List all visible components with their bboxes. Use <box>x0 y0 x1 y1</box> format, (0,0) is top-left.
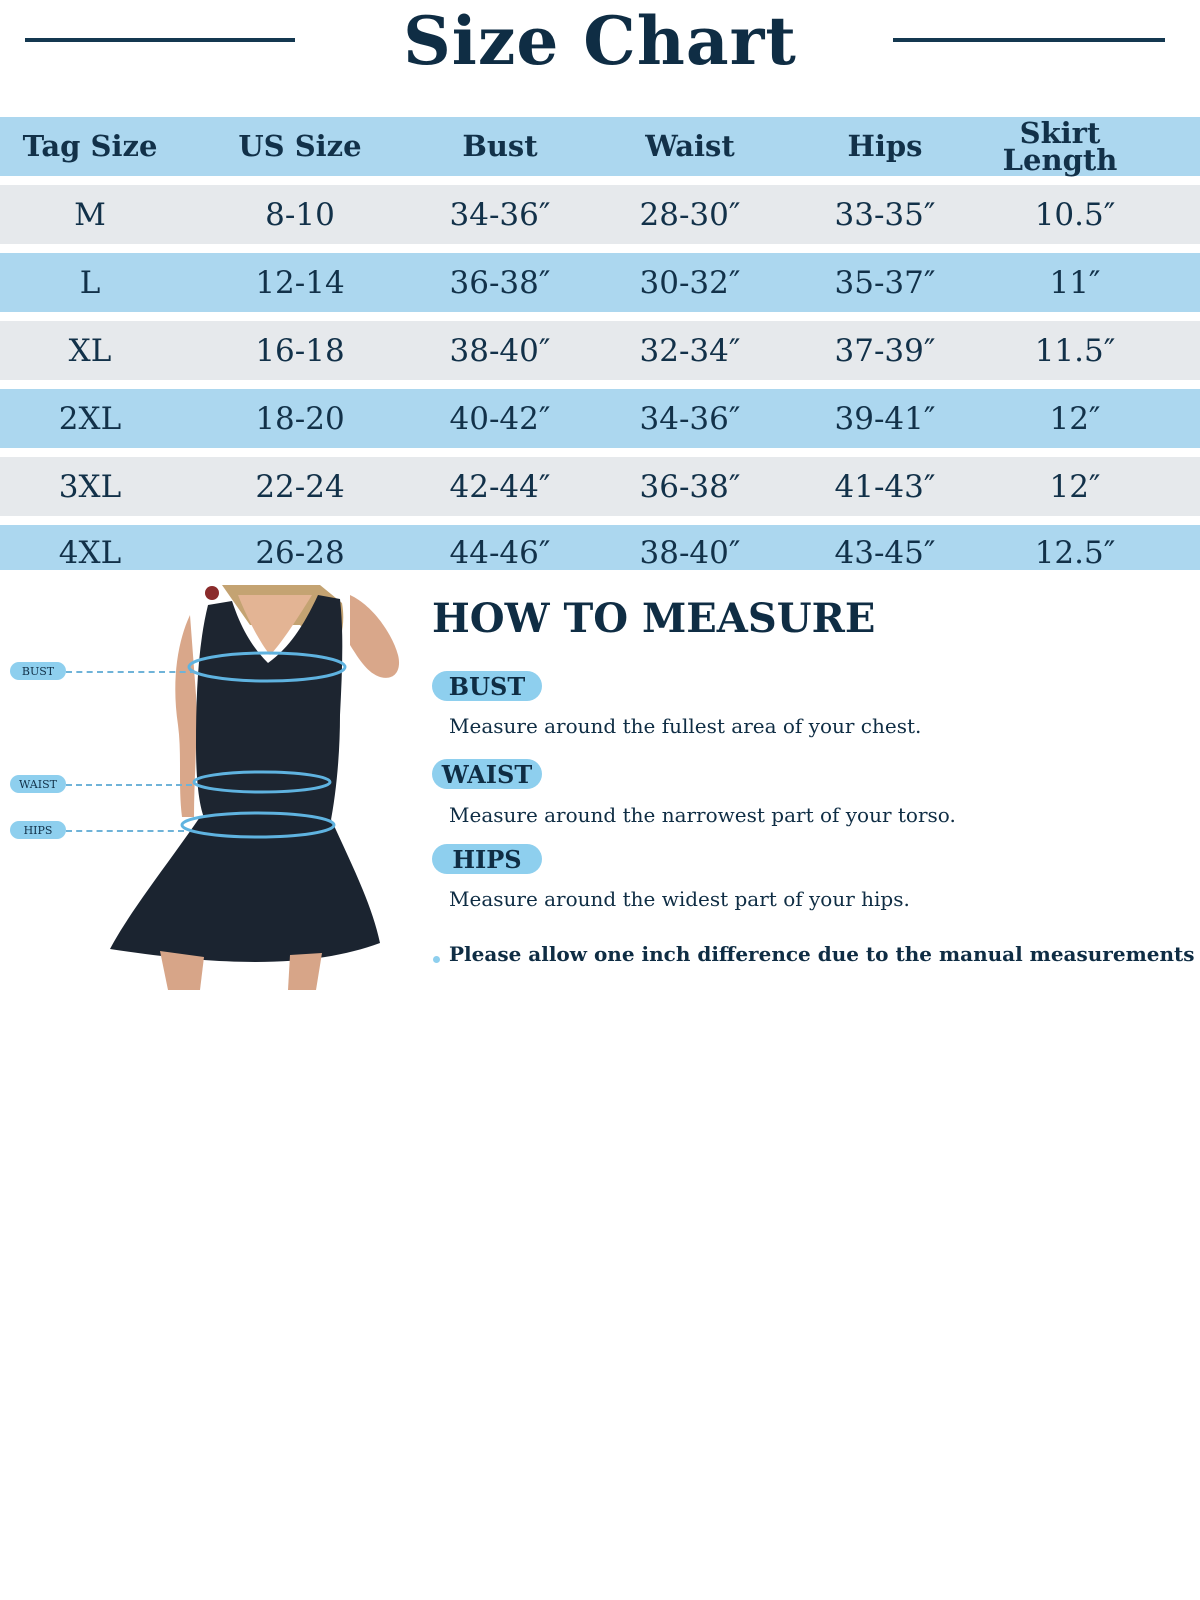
model-figure <box>0 585 420 990</box>
cell-skirt-length: 10.5″ <box>1034 196 1116 233</box>
bust-description: Measure around the fullest area of your chest. <box>449 714 922 738</box>
cell-bust: 34-36″ <box>449 196 551 233</box>
cell-hips: 43-45″ <box>834 535 936 571</box>
cell-bust: 44-46″ <box>449 535 551 571</box>
cell-us-size: 18-20 <box>255 400 345 437</box>
cell-tag-size: M <box>74 196 106 233</box>
page-title: Size Chart <box>403 2 797 80</box>
waist-description: Measure around the narrowest part of your torso. <box>449 803 956 827</box>
hips-guide-line <box>66 830 184 832</box>
cell-tag-size: XL <box>68 332 112 369</box>
header-us-size: US Size <box>238 129 362 163</box>
cell-waist: 34-36″ <box>639 400 741 437</box>
measurement-note: Please allow one inch difference due to the manual measurements <box>449 942 1195 966</box>
table-row <box>0 321 1200 380</box>
cell-waist: 28-30″ <box>639 196 741 233</box>
table-row <box>0 185 1200 244</box>
hips-description: Measure around the widest part of your hips. <box>449 887 910 911</box>
bust-guide-line <box>66 671 196 673</box>
cell-waist: 36-38″ <box>639 468 741 505</box>
header-waist: Waist <box>645 129 735 163</box>
table-row <box>0 525 1200 570</box>
cell-us-size: 16-18 <box>255 332 345 369</box>
cell-us-size: 22-24 <box>255 468 345 505</box>
table-row <box>0 457 1200 516</box>
cell-waist: 30-32″ <box>639 264 741 301</box>
cell-skirt-length: 11″ <box>1049 264 1101 301</box>
cell-bust: 36-38″ <box>449 264 551 301</box>
how-to-measure-title: HOW TO MEASURE <box>432 595 876 642</box>
cell-us-size: 26-28 <box>255 535 345 571</box>
cell-bust: 38-40″ <box>449 332 551 369</box>
cell-hips: 33-35″ <box>834 196 936 233</box>
cell-bust: 42-44″ <box>449 468 551 505</box>
header-hips: Hips <box>847 129 923 163</box>
title-rule-right <box>893 38 1165 42</box>
cell-us-size: 8-10 <box>265 196 335 233</box>
cell-hips: 41-43″ <box>834 468 936 505</box>
bust-pill: BUST <box>432 671 542 701</box>
size-table <box>0 117 1200 570</box>
bust-tag: BUST <box>10 662 66 680</box>
cell-waist: 32-34″ <box>639 332 741 369</box>
cell-tag-size: L <box>79 264 101 301</box>
hips-tag: HIPS <box>10 821 66 839</box>
header-bust: Bust <box>462 129 538 163</box>
table-header-row <box>0 117 1200 176</box>
title-bar <box>0 0 1200 100</box>
cell-hips: 37-39″ <box>834 332 936 369</box>
cell-us-size: 12-14 <box>255 264 345 301</box>
cell-tag-size: 4XL <box>58 535 122 571</box>
cell-bust: 40-42″ <box>449 400 551 437</box>
hips-pill: HIPS <box>432 844 542 874</box>
cell-tag-size: 2XL <box>58 400 122 437</box>
waist-pill: WAIST <box>432 759 542 789</box>
cell-skirt-length: 12″ <box>1049 468 1101 505</box>
cell-skirt-length: 11.5″ <box>1034 332 1116 369</box>
cell-hips: 39-41″ <box>834 400 936 437</box>
table-row <box>0 389 1200 448</box>
note-bullet-icon <box>433 956 440 963</box>
waist-guide-line <box>66 784 192 786</box>
table-row <box>0 253 1200 312</box>
cell-waist: 38-40″ <box>639 535 741 571</box>
cell-tag-size: 3XL <box>58 468 122 505</box>
header-skirt-length: Skirt Length <box>1002 115 1118 177</box>
waist-tag: WAIST <box>10 775 66 793</box>
cell-skirt-length: 12.5″ <box>1034 535 1116 571</box>
cell-hips: 35-37″ <box>834 264 936 301</box>
header-tag-size: Tag Size <box>22 129 158 163</box>
cell-skirt-length: 12″ <box>1049 400 1101 437</box>
